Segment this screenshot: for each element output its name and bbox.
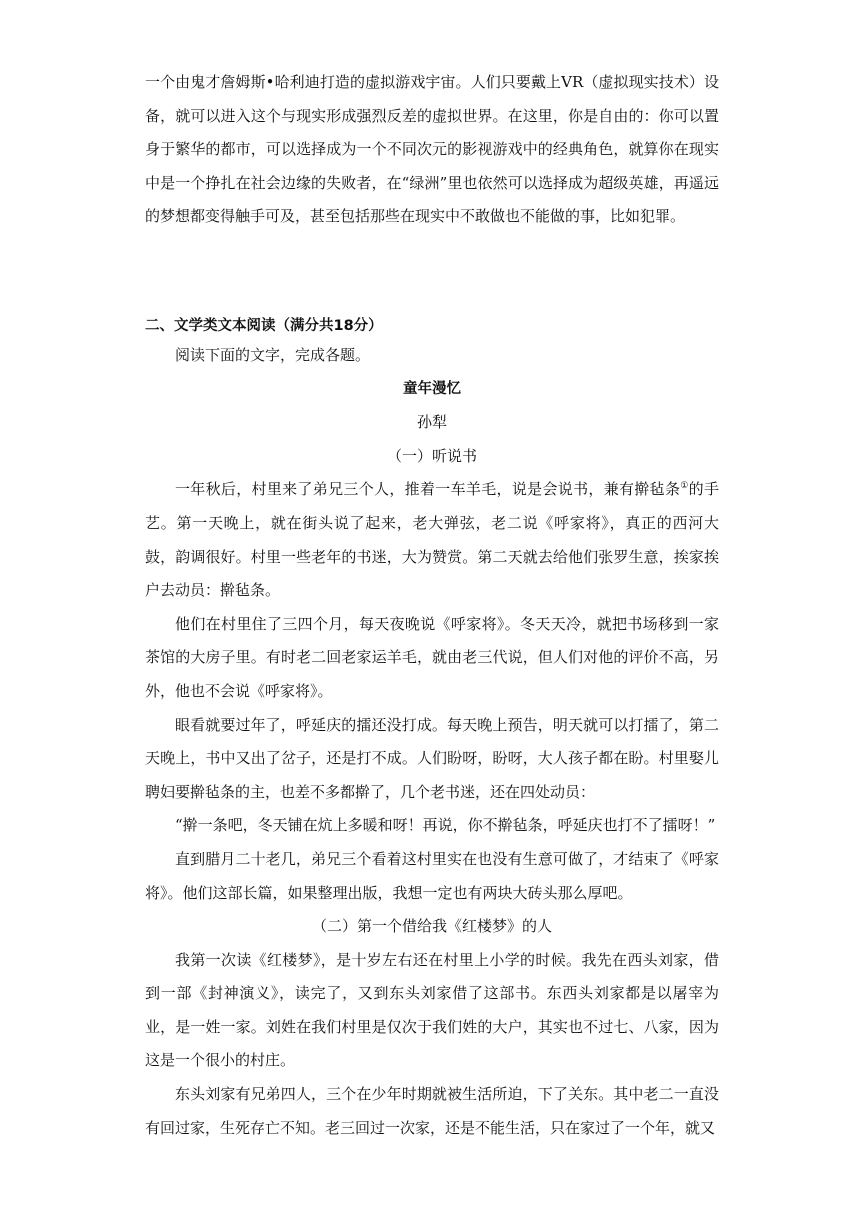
paragraph-5: 直到腊月二十老几，弟兄三个看着这村里实在也没有生意可做了，才结束了《呼家将》。他们这部长篇，如果整理出版，我想一定也有两块大砖头那么厚吧。: [145, 849, 719, 902]
paragraph-3: 眼看就要过年了，呼延庆的擂还没打成。每天晚上预告，明天就可以打擂了，第二天晚上，书中又出了岔子，还是打不成。人们盼呀，盼呀，大人孩子都在盼。村里娶儿聘妇要擀毡条的主，也差不多都擀了，几个老书迷，还在四处动员：: [145, 715, 719, 801]
passage-author: 孙犁: [416, 413, 447, 432]
passage-title: 童年漫忆: [403, 380, 461, 397]
paragraph-4: “擀一条吧，冬天铺在炕上多暖和呀！再说，你不擀毡条，呼延庆也打不了擂呀！”: [175, 816, 716, 835]
intro-paragraph: 一个由鬼才詹姆斯•哈利迪打造的虚拟游戏宇宙。人们只要戴上VR（虚拟现实技术）设备，就可以进入这个与现实形成强烈反差的虚拟世界。在这里，你是自由的：你可以置身于繁华的都市，可以选择成为一个不同次元的影视游戏中的经典角色，就算你在现实中是一个挣扎在社会边缘的失败者，在“绿洲”里也依然可以选择成为超级英雄，再遥远的梦想都变得触手可及，甚至包括那些在现实中不敢做也不能做的事，比如犯罪。: [145, 73, 719, 226]
paragraph-1: [145, 473, 719, 607]
part1-heading: （一）听说书: [386, 446, 477, 465]
paragraph-2: 他们在村里住了三四个月，每天夜晚说《呼家将》。冬天天冷，就把书场移到一家茶馆的大房子里。有时老二回老家运羊毛，就由老三代说，但人们对他的评价不高，另外，他也不会说《呼家将》。: [145, 614, 719, 700]
reading-passage: [145, 339, 719, 1145]
paragraph-6: 我第一次读《红楼梦》，是十岁左右还在村里上小学的时候。我先在西头刘家，借到一部《封神演义》，读完了，又到东头刘家借了这部书。东西头刘家都是以屠宰为业，是一姓一家。刘姓在我们村里是仅次于我们姓的大户，其实也不过七、八家，因为这是一个很小的村庄。: [145, 950, 719, 1070]
instruction-text: 阅读下面的文字，完成各题。: [175, 346, 371, 364]
section-heading: 二、文学类文本阅读（满分共18分）: [145, 318, 383, 334]
paragraph-1-text-b: 的手艺。第一天晚上，就在街头说了起来，老大弹弦，老二说《呼家将》，真正的西河大鼓，韵调很好。村里一些老年的书迷，大为赞赏。第二天就去给他们张罗生意，挨家挨户去动员：擀毡条。: [145, 480, 719, 600]
paragraph-7: 东头刘家有兄弟四人，三个在少年时期就被生活所迫，下了关东。其中老二一直没有回过家，生死存亡不知。老三回过一次家，还是不能生活，只在家过了一个年，就又: [145, 1085, 719, 1137]
paragraph-1-text-a: 一年秋后，村里来了弟兄三个人，推着一车羊毛，说是会说书，兼有擀毡条: [175, 480, 681, 499]
intro-block: [145, 66, 719, 234]
footnote-marker: ①: [680, 481, 689, 492]
part2-heading: （二）第一个借给我《红楼梦》的人: [311, 917, 552, 936]
